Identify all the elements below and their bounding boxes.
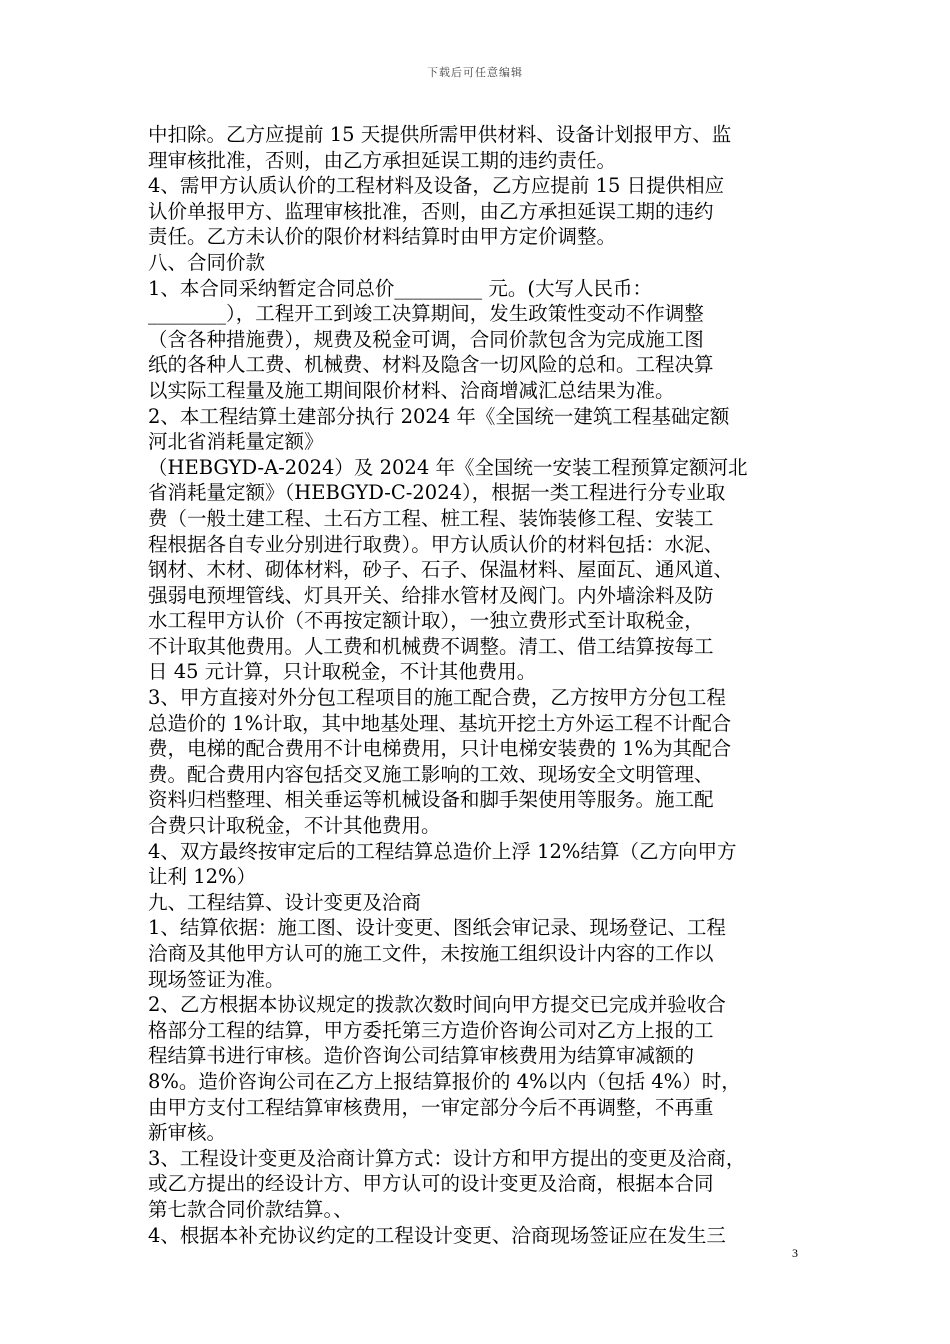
text-line: 合费只计取税金，不计其他费用。: [148, 814, 441, 838]
text-line: 现场签证为准。: [148, 967, 285, 991]
text-line: 洽商及其他甲方认可的施工文件，未按施工组织设计内容的工作以: [148, 942, 714, 965]
text-line: 河北省消耗量定额》: [148, 430, 324, 454]
text-line: （HEBGYD-A-2024）及 2024 年《全国统一安装工程预算定额河北: [148, 455, 748, 479]
text-line: 4、双方最终按审定后的工程结算总造价上浮 12%结算（乙方向甲方: [148, 839, 737, 863]
page-header: 下载后可任意编辑: [427, 66, 523, 79]
page-number: 3: [792, 1246, 798, 1260]
text-line: 水工程甲方认价（不再按定额计取），一独立费形式至计取税金，: [148, 609, 704, 633]
text-line: 费。配合费用内容包括交叉施工影响的工效、现场安全文明管理、: [148, 762, 714, 786]
text-line: 责任。乙方未认价的限价材料结算时由甲方定价调整。: [148, 225, 617, 249]
text-line: 程结算书进行审核。造价咨询公司结算审核费用为结算审减额的: [148, 1044, 695, 1068]
text-line: 新审核。: [148, 1121, 227, 1145]
text-line: 第七款合同价款结算。、: [148, 1197, 353, 1221]
text-line: 由甲方支付工程结算审核费用，一审定部分今后不再调整，不再重: [148, 1095, 714, 1119]
text-line: 强弱电预埋管线、灯具开关、给排水管材及阀门。内外墙涂料及防: [148, 583, 714, 607]
text-line: 4、需甲方认质认价的工程材料及设备，乙方应提前 15 日提供相应: [148, 174, 725, 198]
text-line: 理审核批准，否则，由乙方承担延误工期的违约责任。: [148, 148, 617, 172]
text-line: 九、工程结算、设计变更及洽商: [148, 890, 422, 914]
text-line: 总造价的 1%计取，其中地基处理、基坑开挖土方外运工程不计配合: [148, 711, 732, 735]
text-line: 费，电梯的配合费用不计电梯费用，只计电梯安装费的 1%为其配合: [148, 737, 732, 761]
text-line: 2、本工程结算土建部分执行 2024 年《全国统一建筑工程基础定额: [148, 404, 730, 428]
text-line: 费（一般土建工程、土石方工程、桩工程、装饰装修工程、安装工: [148, 506, 714, 530]
text-line: 以实际工程量及施工期间限价材料、洽商增减汇总结果为准。: [148, 378, 675, 402]
text-line: 让利 12%）: [148, 865, 257, 889]
text-line: 3、工程设计变更及洽商计算方式：设计方和甲方提出的变更及洽商，: [148, 1146, 746, 1170]
text-line: 认价单报甲方、监理审核批准，否则，由乙方承担延误工期的违约: [148, 199, 714, 223]
text-line: ________），工程开工到竣工决算期间，发生政策性变动不作调整: [148, 302, 704, 326]
text-line: 3、甲方直接对外分包工程项目的施工配合费，乙方按甲方分包工程: [148, 686, 726, 710]
text-line: 1、本合同采纳暂定合同总价_________ 元。(大写人民币：: [148, 276, 652, 300]
text-line: 或乙方提出的经设计方、甲方认可的设计变更及洽商，根据本合同: [148, 1172, 714, 1196]
text-line: 2、乙方根据本协议规定的拨款次数时间向甲方提交已完成并验收合: [148, 993, 726, 1017]
text-line: 1、结算依据：施工图、设计变更、图纸会审记录、现场登记、工程: [148, 916, 726, 940]
text-line: 不计取其他费用。人工费和机械费不调整。清工、借工结算按每工: [148, 634, 714, 658]
document-body: [148, 122, 808, 1248]
text-line: 日 45 元计算，只计取税金，不计其他费用。: [148, 660, 537, 684]
text-line: 资料归档整理、相关垂运等机械设备和脚手架使用等服务。施工配: [148, 788, 714, 812]
text-line: 4、根据本补充协议约定的工程设计变更、洽商现场签证应在发生三: [148, 1223, 726, 1247]
text-line: 程根据各自专业分别进行取费）。甲方认质认价的材料包括：水泥、: [148, 532, 724, 556]
text-line: 省消耗量定额》（HEBGYD-C-2024），根据一类工程进行分专业取: [148, 481, 726, 505]
text-line: 中扣除。乙方应提前 15 天提供所需甲供材料、设备计划报甲方、监: [148, 123, 732, 146]
text-line: 八、合同价款: [148, 250, 266, 274]
text-line: 格部分工程的结算，甲方委托第三方造价咨询公司对乙方上报的工: [148, 1018, 714, 1042]
text-line: （含各种措施费），规费及税金可调，合同价款包含为完成施工图: [148, 327, 704, 351]
text-line: 纸的各种人工费、机械费、材料及隐含一切风险的总和。工程决算: [148, 353, 714, 377]
text-line: 钢材、木材、砌体材料，砂子、石子、保温材料、屋面瓦、通风道、: [148, 558, 734, 582]
text-line: 8%。造价咨询公司在乙方上报结算报价的 4%以内（包括 4%）时，: [148, 1069, 741, 1093]
